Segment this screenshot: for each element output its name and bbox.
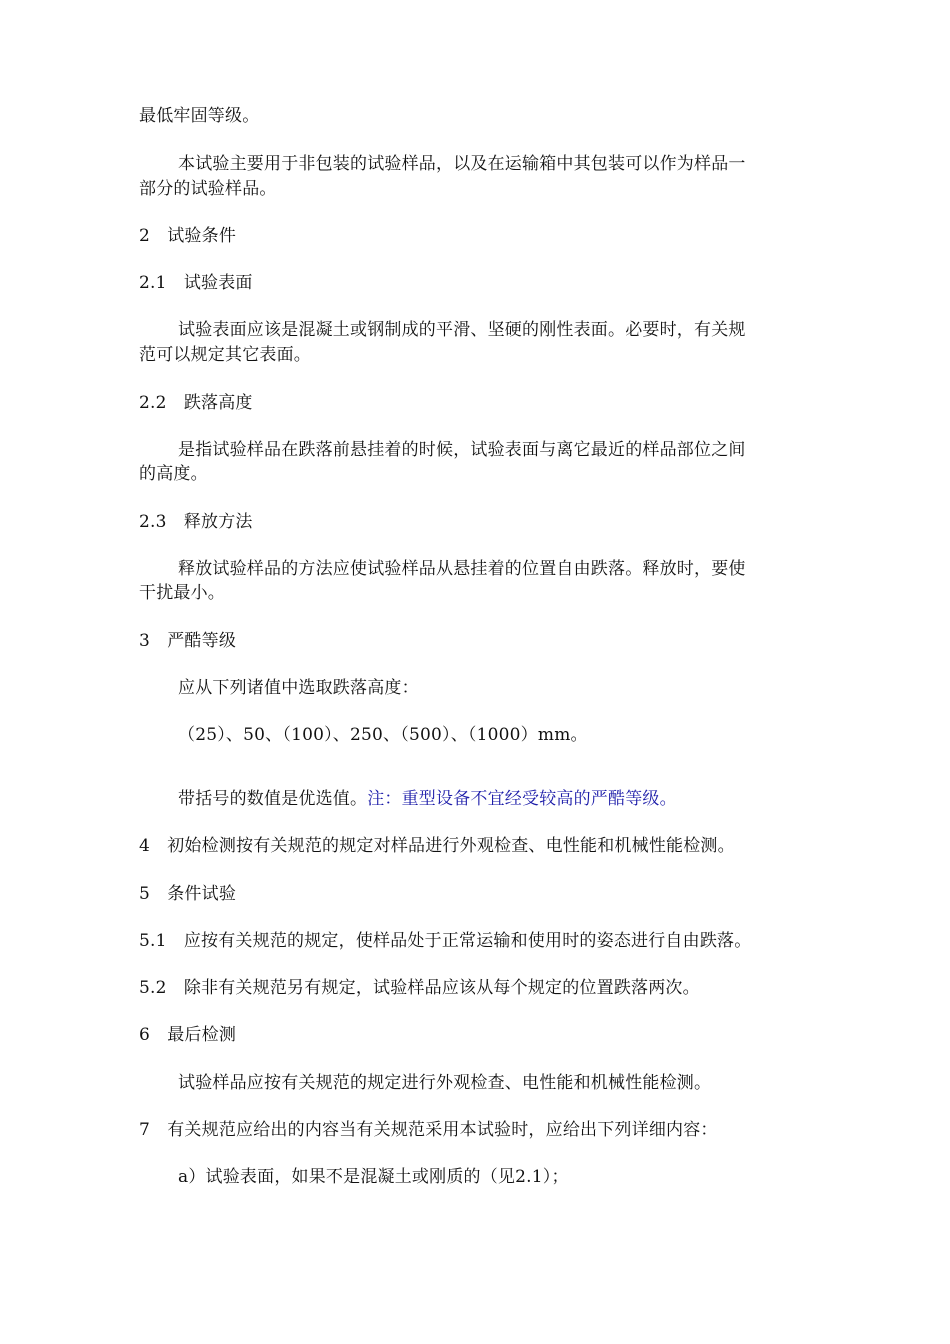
paragraph-line: 最低牢固等级。 [139, 106, 260, 126]
subsection-heading: 2.2 跌落高度 [139, 393, 253, 413]
subsection-heading: 5.1 应按有关规范的规定，使样品处于正常运输和使用时的姿态进行自由跌落。 [139, 931, 752, 951]
paragraph-line: 应从下列诸值中选取跌落高度： [178, 678, 419, 698]
paragraph-line [178, 787, 677, 811]
section-heading: 3 严酷等级 [139, 631, 237, 651]
paragraph-line: 释放试验样品的方法应使试验样品从悬挂着的位置自由跌落。释放时，要使 [178, 559, 746, 579]
paragraph-line: 试验表面应该是混凝土或钢制成的平滑、坚硬的刚性表面。必要时，有关规 [178, 320, 746, 340]
section-heading: 7 有关规范应给出的内容当有关规范采用本试验时，应给出下列详细内容： [139, 1120, 718, 1140]
paragraph-line: 干扰最小。 [139, 583, 225, 603]
subsection-heading: 2.3 释放方法 [139, 512, 253, 532]
paragraph-line: 是指试验样品在跌落前悬挂着的时候，试验表面与离它最近的样品部位之间 [178, 440, 746, 460]
paragraph-line: 试验样品应按有关规范的规定进行外观检查、电性能和机械性能检测。 [178, 1073, 712, 1093]
preferred-values-text: 带括号的数值是优选值。 [178, 789, 368, 809]
section-heading: 2 试验条件 [139, 226, 237, 246]
paragraph-line: 范可以规定其它表面。 [139, 345, 311, 365]
section-heading: 6 最后检测 [139, 1025, 237, 1045]
subsection-heading: 2.1 试验表面 [139, 273, 253, 293]
note-text: 注：重型设备不宜经受较高的严酷等级。 [367, 789, 677, 809]
paragraph-line: 部分的试验样品。 [139, 179, 277, 199]
list-item: a）试验表面，如果不是混凝土或刚质的（见2.1）； [178, 1167, 569, 1187]
section-heading: 5 条件试验 [139, 884, 237, 904]
value-list-line: （25）、50、（100）、250、（500）、（1000）mm。 [178, 725, 588, 745]
paragraph-line: 本试验主要用于非包装的试验样品，以及在运输箱中其包装可以作为样品一 [178, 154, 746, 174]
section-heading: 4 初始检测按有关规范的规定对样品进行外观检查、电性能和机械性能检测。 [139, 836, 735, 856]
paragraph-line: 的高度。 [139, 464, 208, 484]
subsection-heading: 5.2 除非有关规范另有规定，试验样品应该从每个规定的位置跌落两次。 [139, 978, 700, 998]
